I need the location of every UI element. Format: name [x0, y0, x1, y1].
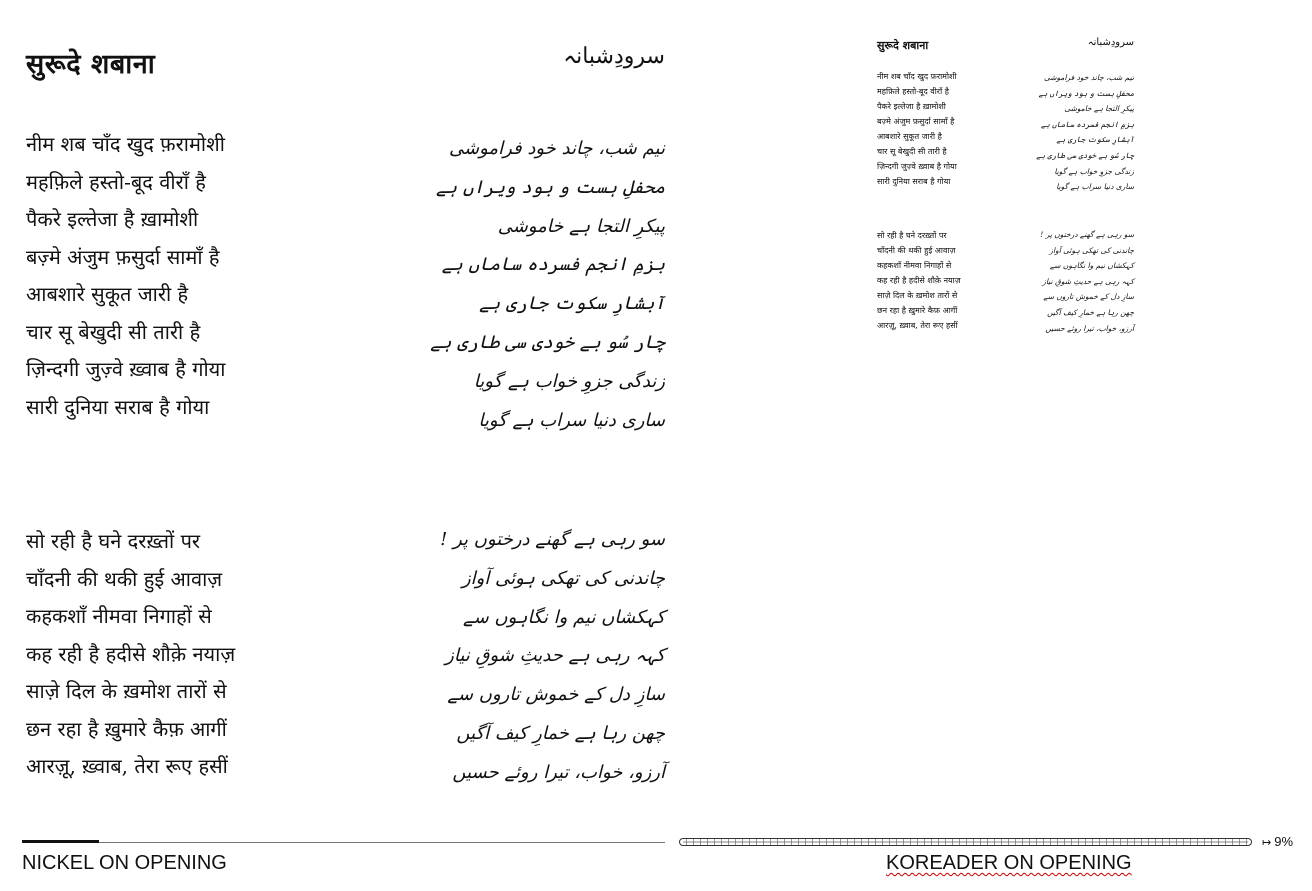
- poem-line: महफ़िले हस्तो-बूद वीराँ है: [877, 87, 949, 96]
- koreader-page: [860, 0, 1312, 891]
- poem-line: नीम शब चाँद खुद फ़रामोशी: [26, 132, 225, 156]
- poem-line: نیم شب، چاند خود فراموشی: [449, 138, 665, 159]
- poem-line: बज़्मे अंजुम फ़सुर्दा सामाँ है: [26, 244, 220, 269]
- koreader-progress-bar: [679, 838, 1252, 846]
- poem-line: بزمِ انجم فسردہ ساماں ہے: [441, 254, 665, 276]
- urdu-stanza-2: [1030, 227, 1134, 336]
- poem-line: زندگی جزوِ خواب ہے گویا: [473, 370, 665, 392]
- poem-line: سازِ دل کے خموش تاروں سے: [1043, 292, 1134, 302]
- poem-line: बज़्मे अंजुम फ़सुर्दा सामाँ है: [877, 117, 955, 126]
- urdu-title: سرودِشبانہ: [563, 44, 665, 69]
- urdu-stanza-2: [420, 521, 665, 793]
- poem-line: कह रही है हदीसे शौक़े नयाज़: [26, 641, 236, 666]
- koreader-progress-indicator: [1262, 834, 1293, 849]
- poem-line: آرزو، خواب، تیرا روئے حسیں: [452, 761, 665, 783]
- poem-line: چھن رہا ہے خمارِ کیف آگیں: [1047, 307, 1134, 317]
- poem-line: छन रहा है ख़ुमारे कैफ़ आगीं: [26, 716, 227, 741]
- poem-line: छन रहा है ख़ुमारे कैफ़ आगीं: [877, 306, 958, 315]
- poem-line: کہہ رہی ہے حدیثِ شوقِ نیاز: [1042, 276, 1134, 286]
- poem-line: چار سُو بے خودی سی طاری ہے: [1036, 150, 1134, 160]
- poem-line: आबशारे सुकूत जारी है: [26, 282, 189, 306]
- poem-line: ساری دنیا سراب ہے گویا: [478, 409, 665, 431]
- poem-line: آبشارِ سکوت جاری ہے: [479, 293, 665, 315]
- poem-line: चाँदनी की थकी हुई आवाज़: [877, 246, 956, 255]
- poem-line: आरज़ू, ख़्वाब, तेरा रूए हसीं: [26, 754, 228, 778]
- poem-line: महफ़िले हस्तो-बूद वीराँ है: [26, 169, 206, 194]
- poem-line: کہکشاں نیم وا نگاہوں سے: [1049, 261, 1134, 271]
- poem-line: सो रही है घने दरख़्तों पर: [877, 231, 947, 240]
- poem-line: زندگی جزوِ خواب ہے گویا: [1054, 166, 1134, 176]
- poem-line: ज़िन्दगी जुज़्वे ख़्वाब है गोया: [877, 162, 957, 171]
- nickel-progress-fill: [22, 840, 99, 843]
- poem-line: نیم شب، چاند خود فراموشی: [1044, 73, 1134, 82]
- poem-line: पैकरे इल्तेजा है ख़ामोशी: [26, 207, 199, 231]
- hindi-stanza-1: [26, 126, 225, 426]
- hindi-title: सुरूदे शबाना: [877, 39, 929, 52]
- urdu-stanza-1: [1030, 70, 1134, 195]
- poem-line: चाँदनी की थकी हुई आवाज़: [26, 566, 223, 591]
- poem-line: چاندنی کی تھکی ہوئی آواز: [461, 567, 665, 589]
- poem-line: کہکشاں نیم وا نگاہوں سے: [463, 606, 665, 628]
- hindi-stanza-2: [877, 228, 961, 333]
- poem-line: کہہ رہی ہے حدیثِ شوقِ نیاز: [445, 645, 665, 667]
- poem-line: سو رہی ہے گھنے درختوں پر !: [1040, 230, 1134, 239]
- poem-line: चार सू बेखुदी सी तारी है: [877, 147, 947, 156]
- poem-line: नीम शब चाँद खुद फ़रामोशी: [877, 72, 957, 81]
- poem-line: آبشارِ سکوت جاری ہے: [1056, 135, 1134, 145]
- urdu-stanza-1: [420, 130, 665, 440]
- poem-line: चार सू बेखुदी सी तारी है: [26, 319, 201, 344]
- poem-line: सारी दुनिया सराब है गोया: [26, 394, 210, 419]
- poem-line: ساری دنیا سراب ہے گویا: [1056, 182, 1134, 192]
- nickel-progress-track: [22, 842, 665, 843]
- poem-line: ज़िन्दगी जुज़्वे ख़्वाब है गोया: [26, 357, 226, 381]
- poem-line: چاندنی کی تھکی ہوئی آواز: [1049, 245, 1134, 255]
- poem-line: بزمِ انجم فسردہ ساماں ہے: [1040, 119, 1134, 129]
- poem-line: सारी दुनिया सराब है गोया: [877, 177, 951, 186]
- hindi-stanza-2: [26, 523, 235, 786]
- poem-line: सो रही है घने दरख़्तों पर: [26, 529, 201, 553]
- koreader-progress-percent: 9%: [1274, 834, 1294, 849]
- poem-line: कह रही है हदीसे शौक़े नयाज़: [877, 276, 961, 285]
- poem-line: چار سُو بے خودی سی طاری ہے: [430, 331, 665, 353]
- koreader-caption: KOREADER ON OPENING: [886, 852, 1132, 874]
- progress-arrow-icon: ↦: [1262, 837, 1272, 849]
- poem-line: سازِ دل کے خموش تاروں سے: [447, 684, 665, 706]
- poem-line: कहकशाँ नीमवा निगाहों से: [26, 604, 212, 628]
- poem-line: پیکرِ التجا ہے خاموشی: [1064, 104, 1134, 114]
- poem-line: محفلِ ہست و بود ویراں ہے: [436, 176, 665, 198]
- poem-line: आरज़ू, ख़्वाब, तेरा रूए हसीं: [877, 321, 958, 330]
- poem-line: कहकशाँ नीमवा निगाहों से: [877, 261, 952, 270]
- poem-line: साज़े दिल के ख़मोश तारों से: [877, 291, 958, 300]
- hindi-stanza-1: [877, 69, 957, 189]
- koreader-progress-fill: [683, 841, 1248, 843]
- nickel-caption: NICKEL ON OPENING: [22, 852, 227, 874]
- poem-line: पैकरे इल्तेजा है ख़ामोशी: [877, 102, 946, 111]
- urdu-title: سرودِشبانہ: [1087, 37, 1134, 48]
- poem-line: سو رہی ہے گھنے درختوں پر !: [440, 529, 665, 550]
- hindi-title: सुरूदे शबाना: [26, 49, 156, 80]
- poem-line: साज़े दिल के ख़मोश तारों से: [26, 679, 227, 703]
- poem-line: محفلِ ہست و بود ویراں ہے: [1038, 88, 1134, 98]
- poem-line: آرزو، خواب، تیرا روئے حسیں: [1045, 323, 1134, 333]
- poem-line: आबशारे सुकूत जारी है: [877, 132, 942, 141]
- poem-line: پیکرِ التجا ہے خاموشی: [497, 215, 665, 237]
- poem-line: چھن رہا ہے خمارِ کیف آگیں: [456, 722, 665, 744]
